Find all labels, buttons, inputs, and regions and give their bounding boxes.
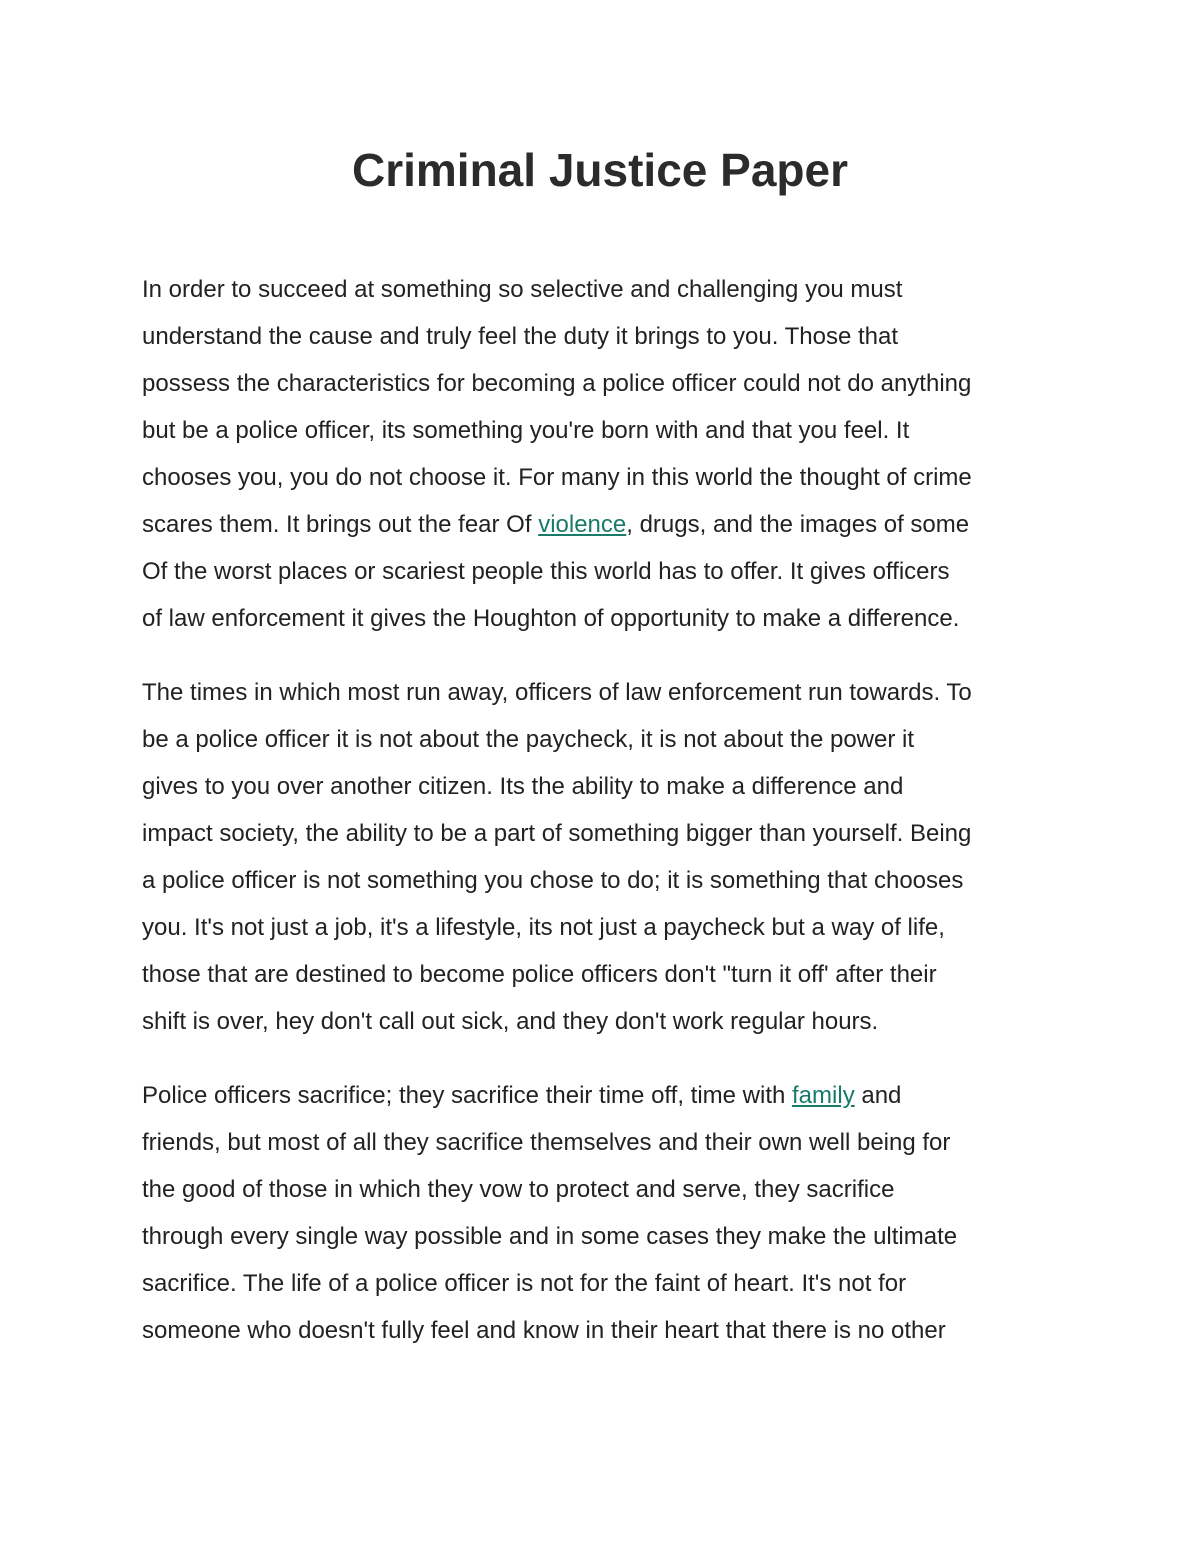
paragraph-line: impact society, the ability to be a part of something bigger than yourself. Being [142,820,972,847]
paragraph-line: those that are destined to become police officers don't "turn it off' after their [142,961,937,988]
paragraph-line: sacrifice. The life of a police officer is not for the faint of heart. It's not for [142,1270,907,1297]
paragraph-line: of law enforcement it gives the Houghton of opportunity to make a difference. [142,605,960,632]
violence-link[interactable]: violence [538,511,627,538]
document-title: Criminal Justice Paper [352,144,848,196]
paragraph-line: the good of those in which they vow to protect and serve, they sacrifice [142,1176,895,1203]
paragraph-line: gives to you over another citizen. Its the ability to make a difference and [142,773,904,800]
paragraph-line: someone who doesn't fully feel and know in their heart that there is no other [142,1317,946,1344]
text-after-link: , drugs, and the images of some [626,511,970,538]
paragraph-1 [142,266,1062,642]
paragraph-line: but be a police officer, its something you're born with and that you feel. It [142,417,910,444]
paragraph-2 [142,669,1062,1045]
text-before-link: scares them. It brings out the fear Of [142,511,539,538]
paragraph-line: a police officer is not something you chose to do; it is something that chooses [142,867,964,894]
document-body [142,266,1062,1381]
paragraph-line: be a police officer it is not about the paycheck, it is not about the power it [142,726,915,753]
paragraph-3 [142,1072,1062,1354]
paragraph-line: The times in which most run away, officers of law enforcement run towards. To [142,679,972,706]
paragraph-line-with-link [142,501,1062,548]
text-before-link: Police officers sacrifice; they sacrifice their time off, time with [142,1082,793,1109]
paragraph-line: possess the characteristics for becoming a police officer could not do anything [142,370,972,397]
text-after-link: and [854,1082,902,1109]
family-link[interactable]: family [792,1082,855,1109]
paragraph-line: friends, but most of all they sacrifice themselves and their own well being for [142,1129,951,1156]
paragraph-line: understand the cause and truly feel the duty it brings to you. Those that [142,323,899,350]
paragraph-line: chooses you, you do not choose it. For many in this world the thought of crime [142,464,972,491]
paragraph-line: Of the worst places or scariest people this world has to offer. It gives officers [142,558,950,585]
paragraph-line-with-link [142,1072,1062,1119]
paragraph-line: shift is over, hey don't call out sick, and they don't work regular hours. [142,1008,879,1035]
paragraph-line: you. It's not just a job, it's a lifestyle, its not just a paycheck but a way of life, [142,914,945,941]
paragraph-line: through every single way possible and in some cases they make the ultimate [142,1223,958,1250]
paragraph-line: In order to succeed at something so selective and challenging you must [142,276,903,303]
